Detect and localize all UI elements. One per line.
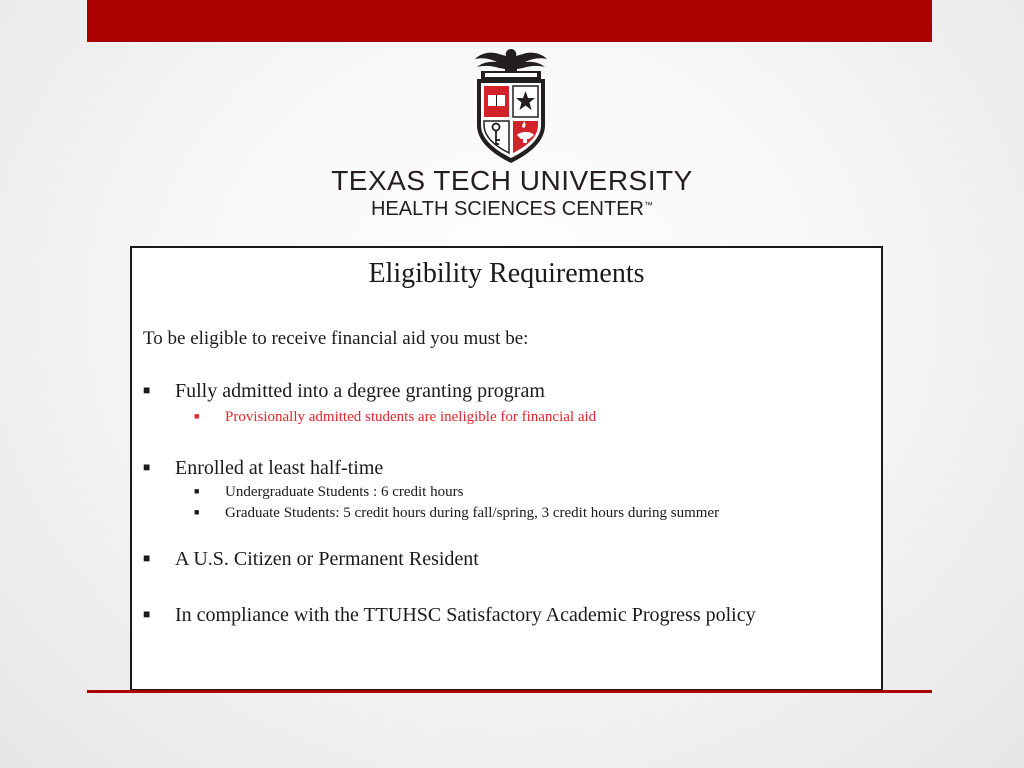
square-bullet-icon: ■	[143, 607, 151, 621]
sub-requirement-provisional	[194, 409, 596, 426]
sub-requirement-text: Undergraduate Students : 6 credit hours	[225, 484, 464, 500]
square-bullet-icon: ■	[194, 507, 200, 517]
sub-requirement-text: Graduate Students: 5 credit hours during fall/spring, 3 credit hours during summer	[225, 505, 720, 521]
requirement-item-sap-policy	[143, 604, 756, 627]
requirement-text: Fully admitted into a degree granting program	[175, 380, 545, 402]
trademark-symbol: ™	[644, 200, 653, 210]
requirement-text: In compliance with the TTUHSC Satisfactory Academic Progress policy	[175, 604, 756, 626]
requirement-item-enrollment	[143, 457, 383, 480]
requirement-text: Enrolled at least half-time	[175, 457, 384, 479]
sub-requirement-text: Provisionally admitted students are ineligible for financial aid	[225, 409, 597, 425]
square-bullet-icon: ■	[143, 551, 151, 565]
bottom-accent-rule	[87, 690, 932, 693]
sub-requirement-undergrad	[194, 484, 463, 501]
requirement-item-admission	[143, 380, 545, 403]
eligibility-panel	[130, 246, 883, 691]
shield-emblem-icon	[471, 47, 551, 165]
square-bullet-icon: ■	[194, 411, 200, 421]
square-bullet-icon: ■	[143, 383, 151, 397]
center-name	[0, 198, 1024, 221]
requirement-item-citizenship	[143, 548, 479, 571]
top-accent-bar	[87, 0, 932, 42]
square-bullet-icon: ■	[143, 460, 151, 474]
center-name-text: HEALTH SCIENCES CENTER	[370, 198, 644, 220]
sub-requirement-graduate	[194, 505, 719, 522]
page-title: Eligibility Requirements	[368, 258, 645, 289]
university-logo	[0, 42, 1024, 222]
university-name: TEXAS TECH UNIVERSITY	[331, 165, 693, 196]
square-bullet-icon: ■	[194, 486, 200, 496]
requirement-text: A U.S. Citizen or Permanent Resident	[175, 548, 479, 570]
intro-text: To be eligible to receive financial aid you must be:	[143, 328, 529, 349]
eagle-icon	[475, 49, 547, 73]
